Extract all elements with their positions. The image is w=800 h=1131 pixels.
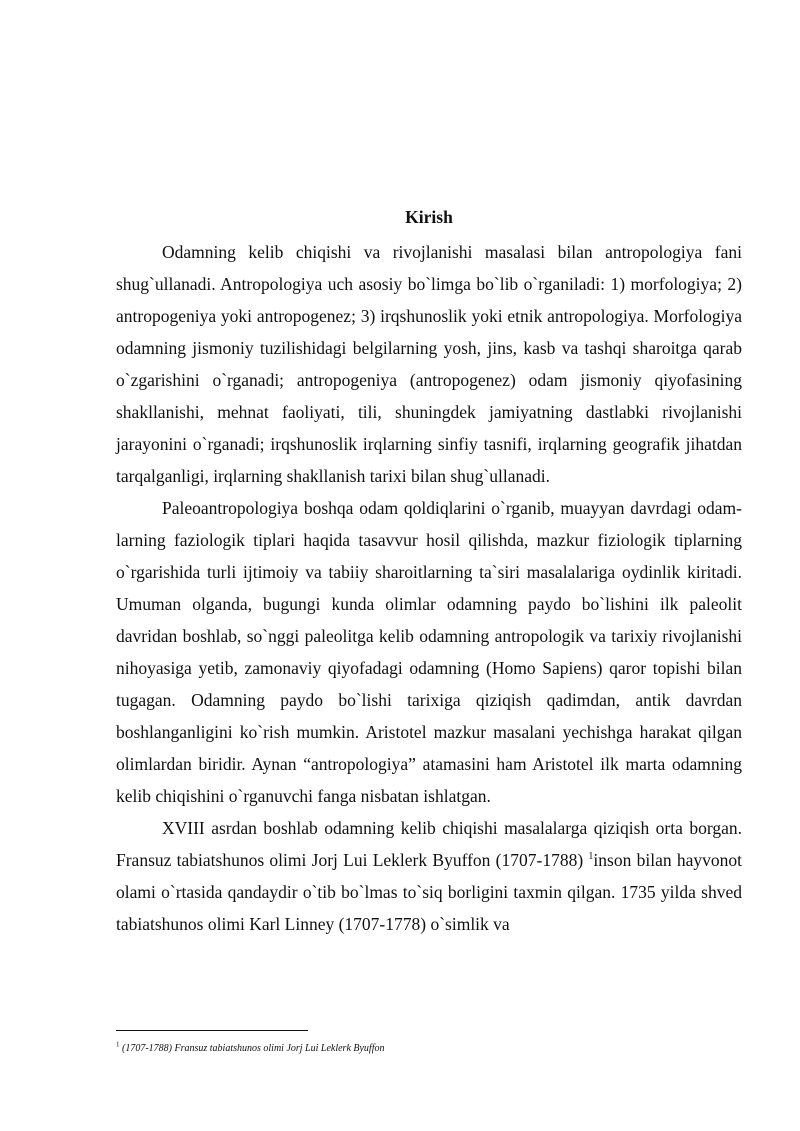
paragraph-history [116,812,742,940]
body-text [116,236,742,940]
footnote-separator [116,1030,308,1031]
paragraph-history-text-after: inson bilan hayvonot olami o`rtasida qandaydir o`tib bo`lmas to`siq borligini taxmin qilgan. 1735 yilda shved tabiatshunos olimi Karl Linney (1707-1778) o`simlik va [116,850,742,934]
paragraph-paleoanthropology: Paleoantropologiya boshqa odam qoldiqlarini o`rganib, muayyan davrdagi odam-larning faziologik tiplari haqida tasavvur hosil qilishda, mazkur fiziologik tiplarning o`rgarishida turli ijtimoiy va tabiiy sharoitlarning ta`siri masalalariga oydinlik kiritadi. Umuman olganda, bugungi kunda olimlar odamning paydo bo`lishini ilk paleolit davridan boshlab, so`nggi paleolitga kelib odamning antropologik va tarixiy rivojlanishi nihoyasiga yetib, zamonaviy qiyofadagi odamning (Homo Sapiens) qaror topishi bilan tugagan. Odamning paydo bo`lishi tarixiga qiziqish qadimdan, antik davrdan boshlanganligini ko`rish mumkin. Aristotel mazkur masalani yechishga harakat qilgan olimlardan biridir. Aynan “antropologiya” atamasini ham Aristotel ilk marta odamning kelib chiqishini o`rganuvchi fanga nisbatan ishlatgan. [116,498,742,806]
footnote-reference[interactable]: 1 [588,851,594,863]
footnote-text: (1707-1788) Fransuz tabiatshunos olimi Jorj Lui Leklerk Byuffon [122,1043,385,1054]
section-title: Kirish [405,207,453,227]
footnote [116,1042,742,1056]
paragraph-history-text-before: XVIII asrdan boshlab odamning kelib chiqishi masalalarga qiziqish orta borgan. Fransuz tabiatshunos olimi Jorj Lui Leklerk Byuffon (1707-1788) [116,818,742,870]
footnote-marker: 1 [116,1040,120,1049]
paragraph-intro: Odamning kelib chiqishi va rivojlanishi masalasi bilan antropologiya fani shug`ullanadi. Antropologiya uch asosiy bo`limga bo`lib o`rganiladi: 1) morfologiya; 2) antropogeniya yoki antropogenez; 3) irqshunoslik yoki etnik antropologiya. Morfologiya odamning jismoniy tuzilishidagi belgilarning yosh, jins, kasb va tashqi sharoitga qarab o`zgarishini o`rganadi; antropogeniya (antropogenez) odam jismoniy qiyofasining shakllanishi, mehnat faoliyati, tili, shuningdek jamiyatning dastlabki rivojlanishi jarayonini o`rganadi; irqshunoslik irqlarning sinfiy tasnifi, irqlarning geografik jihatdan tarqalganligi, irqlarning shakllanish tarixi bilan shug`ullanadi. [116,242,742,486]
